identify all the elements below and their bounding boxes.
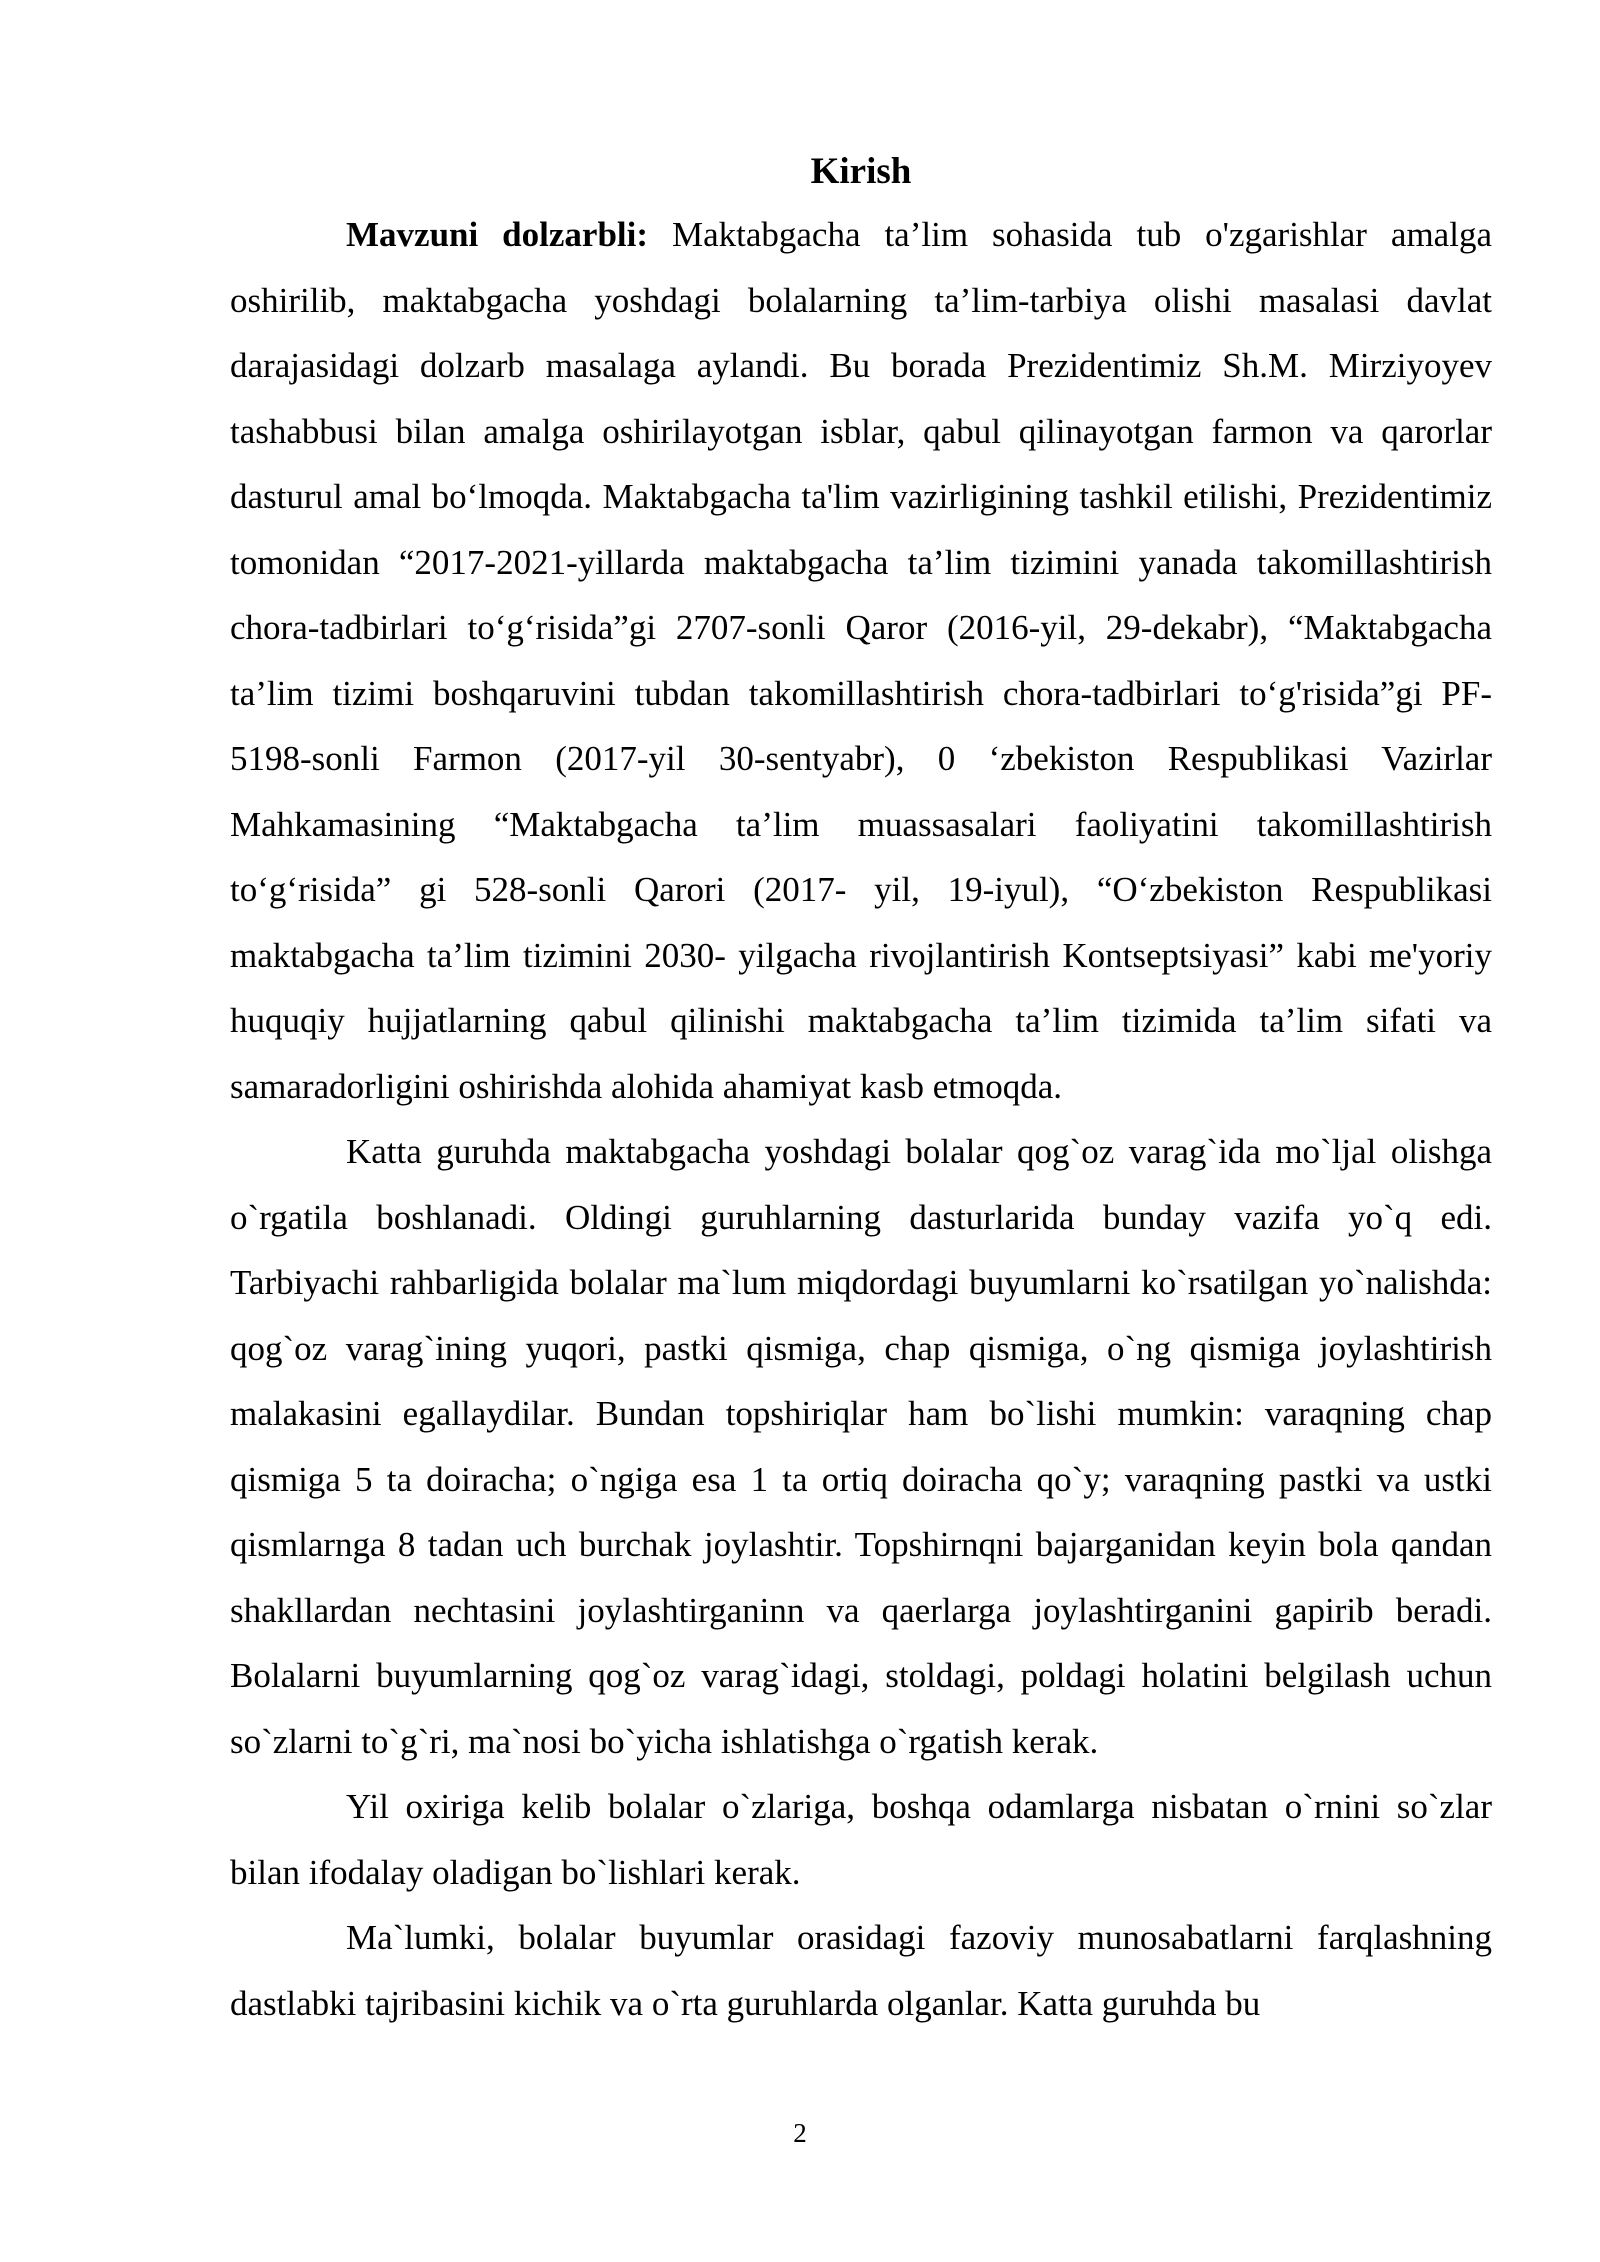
document-body	[230, 145, 1492, 2036]
paragraph-spatial-relations: Ma`lumki, bolalar buyumlar orasidagi fazoviy munosabatlarni farqlashning dastlabki tajribasini kichik va o`rta guruhlarda olganlar. Katta guruhda bu	[230, 1918, 1492, 2023]
page-title: Kirish	[810, 151, 912, 192]
paragraph-text: Maktabgacha ta’lim sohasida tub o'zgarishlar amalga oshirilib, maktabgacha yoshdagi bolalarning ta’lim-tarbiya olishi masalasi davlat darajasidagi dolzarb masalaga aylandi. Bu borada Prezidentimiz Sh.M. Mirziyoyev tashabbusi bilan amalga oshirilayotgan isblar, qabul qilinayotgan farmon va qarorlar dasturul amal bo‘lmoqda. Maktabgacha ta'lim vazirligining tashkil etilishi, Prezidentimiz tomonidan “2017-2021-yillarda maktabgacha ta’lim tizimini yanada takomillashtirish chora-tadbirlari to‘g‘risida”gi 2707-sonli Qaror (2016-yil, 29-dekabr), “Maktabgacha ta’lim tizimi boshqaruvini tubdan takomillashtirish chora-tadbirlari to‘g'risida”gi PF-5198-sonli Farmon (2017-yil 30-sentyabr), 0 ‘zbekiston Respublikasi Vazirlar Mahkamasining “Maktabgacha ta’lim muassasalari faoliyatini takomillashtirish to‘g‘risida” gi 528-sonli Qarori (2017- yil, 19-iyul), “O‘zbekiston Respublikasi maktabgacha ta’lim tizimini 2030- yilgacha rivojlantirish Kontseptsiyasi” kabi me'yoriy huquqiy hujjatlarning qabul qilinishi maktabgacha ta’lim tizimida ta’lim sifati va samaradorligini oshirishda alohida ahamiyat kasb etmoqda.	[230, 215, 1492, 1106]
page-number: 2	[793, 2118, 807, 2148]
paragraph-lead: Mavzuni dolzarbli:	[346, 215, 649, 254]
paragraph-relevance	[230, 202, 1492, 1119]
paragraph-senior-group: Katta guruhda maktabgacha yoshdagi bolalar qog`oz varag`ida mo`ljal olishga o`rgatila boshlanadi. Oldingi guruhlarning dasturlarida bunday vazifa yo`q edi. Tarbiyachi rahbarligida bolalar ma`lum miqdordagi buyumlarni ko`rsatilgan yo`nalishda: qog`oz varag`ining yuqori, pastki qismiga, chap qismiga, o`ng qismiga joylashtirish malakasini egallaydilar. Bundan topshiriqlar ham bo`lishi mumkin: varaqning chap qismiga 5 ta doiracha; o`ngiga esa 1 ta ortiq doiracha qo`y; varaqning pastki va ustki qismlarnga 8 tadan uch burchak joylashtir. Topshirnqni bajarganidan keyin bola qandan shakllardan nechtasini joylashtirganinn va qaerlarga joylashtirganini gapirib beradi. Bolalarni buyumlarning qog`oz varag`idagi, stoldagi, poldagi holatini belgilash uchun so`zlarni to`g`ri, ma`nosi bo`yicha ishlatishga o`rgatish kerak.	[230, 1132, 1492, 1761]
paragraph-year-end: Yil oxiriga kelib bolalar o`zlariga, boshqa odamlarga nisbatan o`rnini so`zlar bilan ifodalay oladigan bo`lishlari kerak.	[230, 1787, 1492, 1892]
